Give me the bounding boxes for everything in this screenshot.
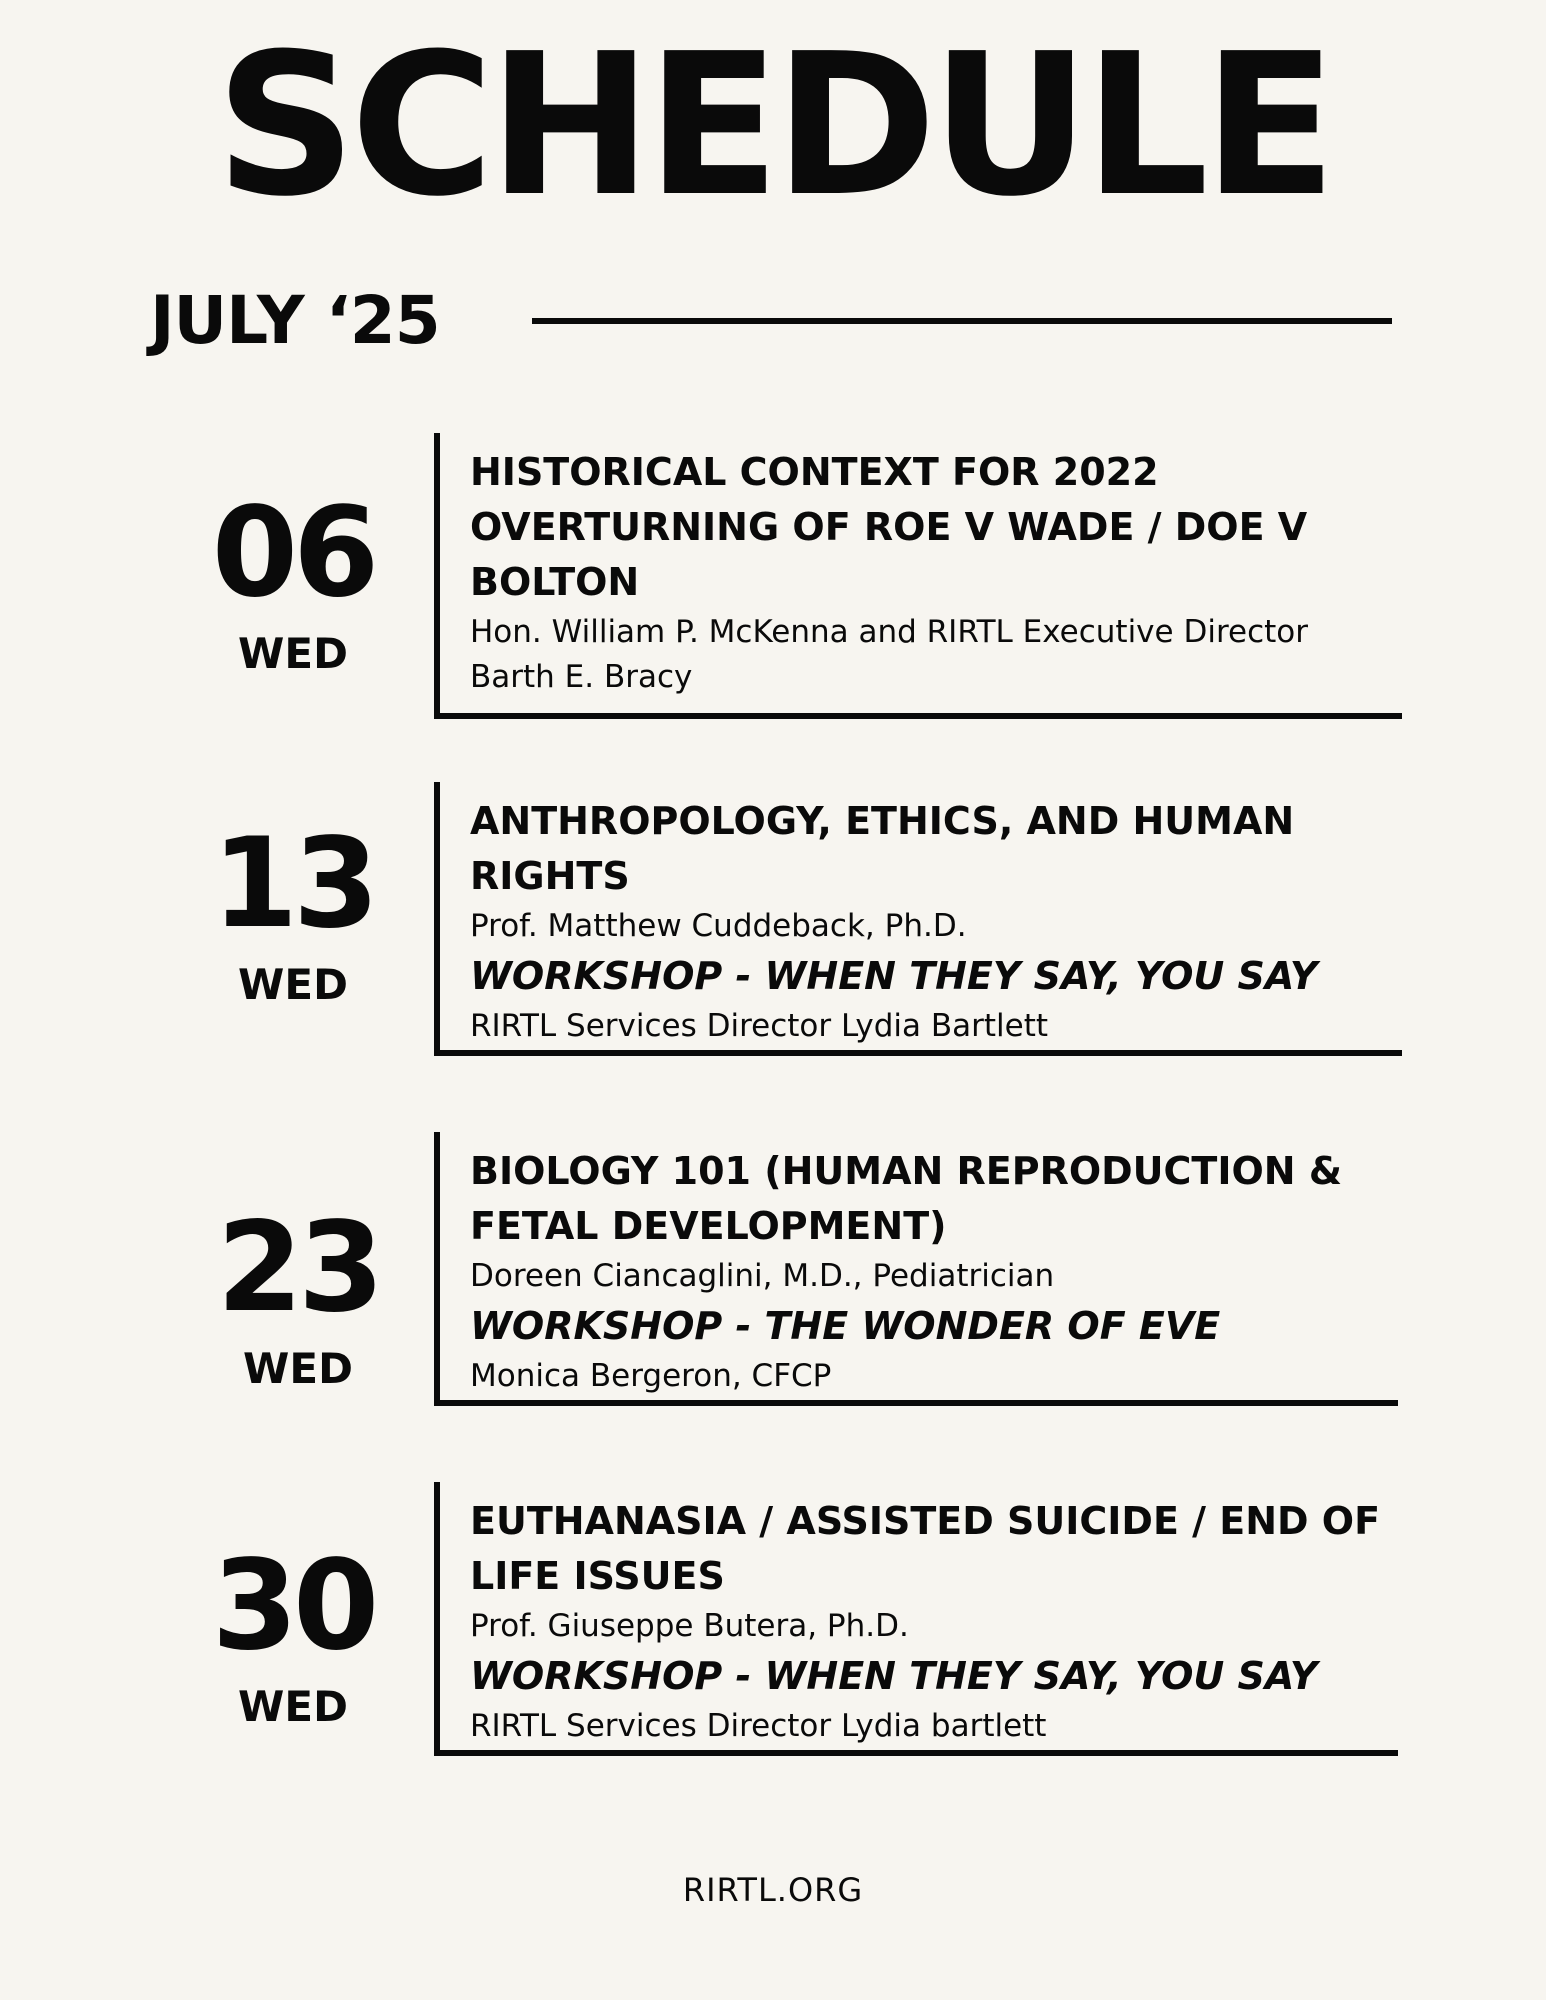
event-date-number: 06: [211, 481, 375, 625]
event-workshop-title: WORKSHOP - THE WONDER OF EVE: [470, 1304, 1221, 1348]
event-title: EUTHANASIA / ASSISTED SUICIDE / END OF LIFE ISSUES: [470, 1499, 1381, 1598]
event-workshop-speaker: RIRTL Services Director Lydia bartlett: [470, 1708, 1047, 1744]
event-workshop-title: WORKSHOP - WHEN THEY SAY, YOU SAY: [470, 1654, 1318, 1698]
event-weekday: WED: [238, 629, 348, 678]
event-speaker: Hon. William P. McKenna and RIRTL Executive Director Barth E. Bracy: [470, 614, 1308, 695]
event-speaker: Prof. Matthew Cuddeback, Ph.D.: [470, 908, 967, 944]
event-workshop-title: WORKSHOP - WHEN THEY SAY, YOU SAY: [470, 954, 1318, 998]
event-date: [143, 812, 443, 1009]
event-date-number: 23: [216, 1196, 380, 1340]
event-workshop-speaker: RIRTL Services Director Lydia Bartlett: [470, 1008, 1049, 1044]
event-details: [434, 433, 1402, 719]
event-title: ANTHROPOLOGY, ETHICS, AND HUMAN RIGHTS: [470, 799, 1295, 898]
month-divider: [532, 318, 1392, 324]
event-weekday: WED: [238, 1682, 348, 1731]
event-title: HISTORICAL CONTEXT FOR 2022 OVERTURNING OF ROE V WADE / DOE V BOLTON: [470, 450, 1308, 604]
month-heading: JULY ‘25: [150, 282, 440, 359]
event-details: [434, 1132, 1398, 1406]
page-title: SCHEDULE: [215, 12, 1331, 240]
event-weekday: WED: [243, 1344, 353, 1393]
event-title: BIOLOGY 101 (HUMAN REPRODUCTION & FETAL DEVELOPMENT): [470, 1149, 1342, 1248]
event-speaker: Doreen Ciancaglini, M.D., Pediatrician: [470, 1258, 1055, 1294]
event-date: [143, 481, 443, 678]
event-weekday: WED: [238, 960, 348, 1009]
event-details: [434, 1482, 1398, 1756]
event-workshop-speaker: Monica Bergeron, CFCP: [470, 1358, 832, 1394]
footer-website: RIRTL.ORG: [682, 1871, 864, 1909]
event-date: [143, 1534, 443, 1731]
event-date: [148, 1196, 448, 1393]
event-date-number: 30: [211, 1534, 375, 1678]
event-date-number: 13: [211, 812, 375, 956]
event-speaker: Prof. Giuseppe Butera, Ph.D.: [470, 1608, 909, 1644]
event-details: [434, 782, 1402, 1056]
